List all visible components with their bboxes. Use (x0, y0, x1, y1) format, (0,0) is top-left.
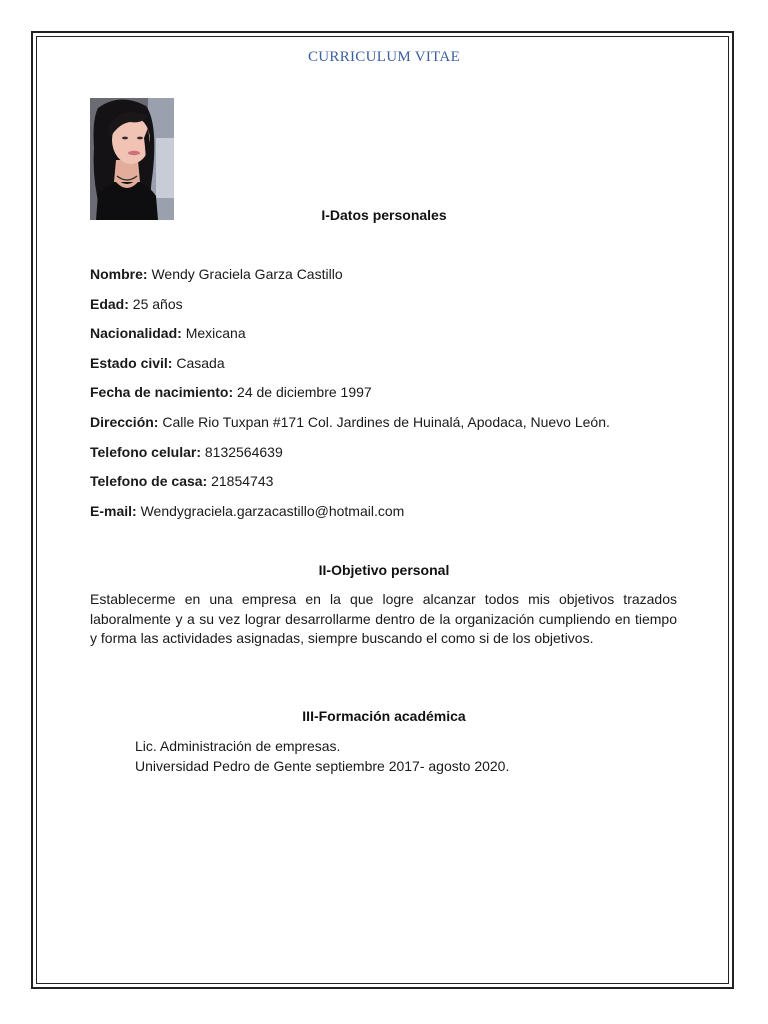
field-email (90, 503, 404, 519)
field-value: 8132564639 (204, 444, 283, 460)
field-label: Nombre: (90, 266, 148, 282)
field-nationality (90, 325, 246, 341)
education-degree: Lic. Administración de empresas. (135, 738, 341, 754)
field-label: Dirección: (90, 414, 159, 430)
field-name (90, 266, 343, 282)
field-value: 24 de diciembre 1997 (237, 384, 372, 400)
field-address (90, 414, 610, 430)
field-value: Wendy Graciela Garza Castillo (151, 266, 343, 282)
field-label: Estado civil: (90, 355, 173, 371)
education-university: Universidad Pedro de Gente septiembre 2017- agosto 2020. (135, 758, 510, 774)
objective-text: Establecerme en una empresa en la que logre alcanzar todos mis objetivos trazados laboralmente y a su vez lograr desarrollarme dentro de la organización cumpliendo en tiempo y forma las actividades asignadas, siempre buscando el como si de los objetivos. (90, 591, 677, 646)
field-value: Calle Rio Tuxpan #171 Col. Jardines de Huinalá, Apodaca, Nuevo León. (162, 414, 610, 430)
field-label: Telefono de casa: (90, 473, 208, 489)
field-label: Fecha de nacimiento: (90, 384, 234, 400)
field-value: 25 años (132, 296, 183, 312)
field-age (90, 296, 183, 312)
profile-photo (90, 98, 174, 220)
field-home-phone (90, 473, 273, 489)
portrait-image (90, 98, 174, 220)
field-birth-date (90, 384, 372, 400)
field-mobile-phone (90, 444, 283, 460)
education-heading: III-Formación académica (302, 708, 466, 724)
field-label: Edad: (90, 296, 129, 312)
field-value: Casada (176, 355, 225, 371)
field-value: Mexicana (185, 325, 246, 341)
personal-data-heading: I-Datos personales (321, 207, 447, 223)
field-label: Telefono celular: (90, 444, 201, 460)
field-marital-status (90, 355, 225, 371)
field-value: Wendygraciela.garzacastillo@hotmail.com (140, 503, 405, 519)
document-title: CURRICULUM VITAE (307, 49, 461, 65)
field-label: E-mail: (90, 503, 137, 519)
objective-heading: II-Objetivo personal (318, 562, 450, 578)
field-label: Nacionalidad: (90, 325, 182, 341)
field-value: 21854743 (211, 473, 274, 489)
